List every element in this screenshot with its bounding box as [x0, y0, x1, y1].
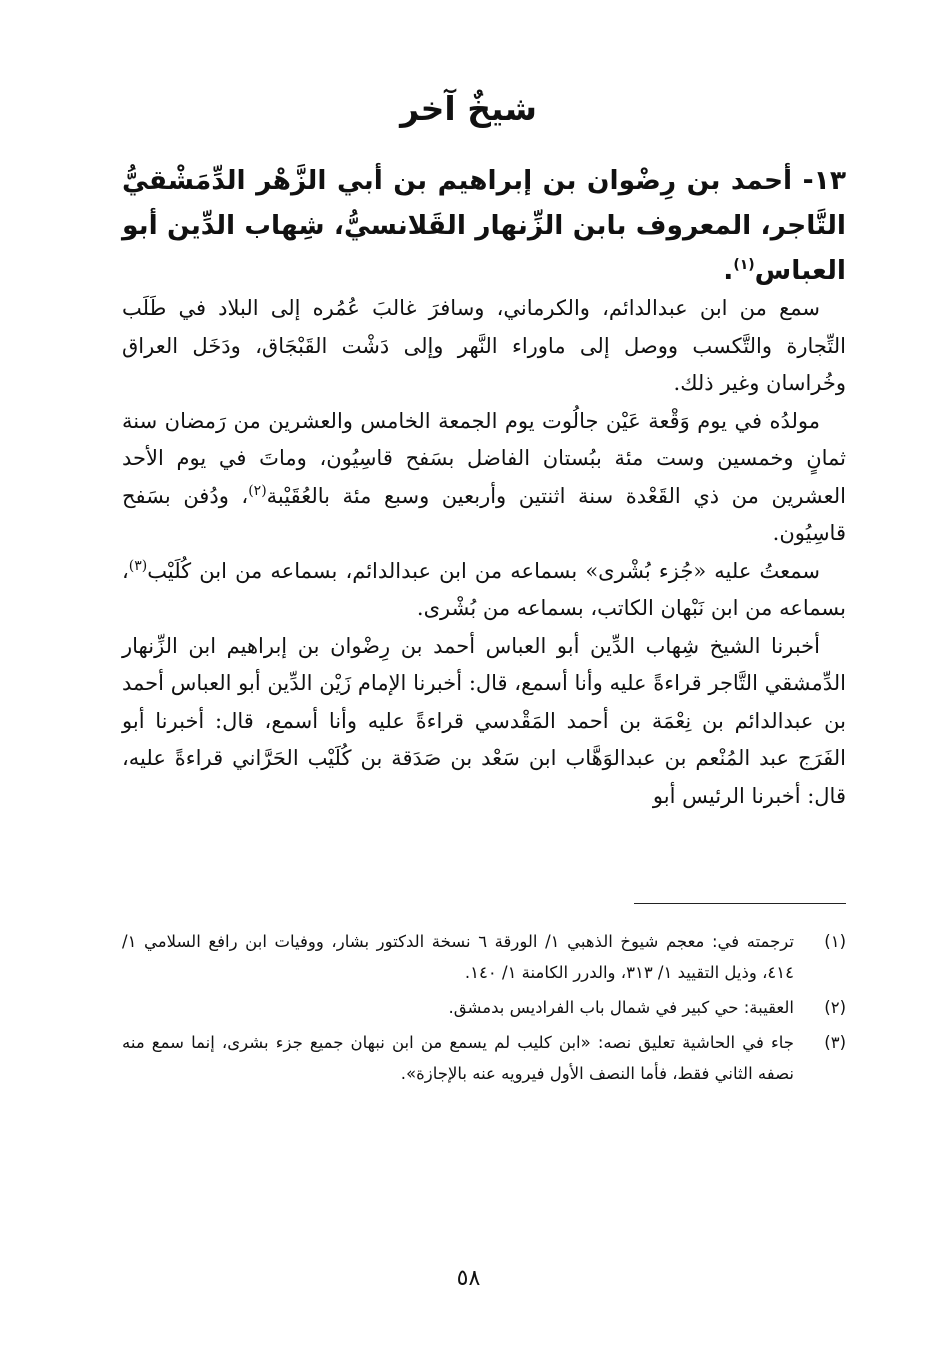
footnote-1 [122, 926, 846, 988]
page-heading: شيخٌ آخر [400, 89, 537, 128]
footnote-text: جاء في الحاشية تعليق نصه: «ابن كليب لم يسمع من ابن نبهان جميع جزء بشرى، إنما سمع منه نصفه الثاني فقط، فأما النصف الأول فيرويه عنه بالإجازة». [122, 1033, 794, 1083]
footnote-number: (٣) [824, 1033, 846, 1052]
footnote-text: العقيبة: حي كبير في شمال باب الفراديس بدمشق. [448, 998, 794, 1017]
footnote-number: (١) [824, 932, 846, 951]
paragraph-4: أخبرنا الشيخ شِهاب الدِّين أبو العباس أحمد بن رِضْوان بن إبراهيم ابن الزِّنهار الدِّمشقي التَّاجر قراءةً عليه وأنا أسمع، قال: أخبرنا الإمام زَيْن الدِّين أبو العباس أحمد بن عبدالدائم بن نِعْمَة بن أحمد المَقْدسي قراءةً عليه وأنا أسمع، قال: أخبرنا أبو الفَرَج عبد المُنْعم بن عبدالوَهَّاب ابن سَعْد بن صَدَقة بن كُلَيْب الحَرَّاني قراءةً عليه، قال: أخبرنا الرئيس أبو [122, 633, 846, 808]
footnote-number: (٢) [824, 998, 846, 1017]
page-number: ٥٨ [456, 1266, 481, 1291]
paragraph-3-text-b: ، بسماعه من ابن نَبْهان الكاتب، بسماعه من بُشْرى. [122, 558, 846, 620]
footnote-text: ترجمته في: معجم شيوخ الذهبي ١/ الورقة ٦ نسخة الدكتور بشار، ووفيات ابن رافع السلامي ١/ ٤١٤، وذيل التقييد ١/ ٣١٣، والدرر الكامنة ١/ ١٤٠. [122, 932, 794, 982]
entry-title-end: . [723, 255, 734, 286]
footnote-2 [122, 992, 846, 1023]
paragraph-3-text-a: سمعتُ عليه «جُزء بُشْرى» بسماعه من ابن عبدالدائم، بسماعه من ابن كُلَيْب [147, 558, 820, 583]
footnote-ref-1: (١) [733, 257, 755, 274]
footnotes [122, 926, 846, 1093]
footnote-separator [634, 903, 846, 904]
paragraph-2-text-a: مولدُه في يوم وَقْعة عَيْن جالُوت يوم الجمعة الخامس والعشرين من رَمضان سنة ثمانٍ وخمسين وست مئة ببُستان الفاضل بسَفح قاسِيُون، وماتَ في يوم الأحد العشرين من ذي القَعْدة سنة اثنتين وأربعين وسبع مئة بالعُقَيْبة [122, 408, 846, 508]
paragraph-2 [122, 403, 846, 553]
paragraph-1: سمع من ابن عبدالدائم، والكرماني، وسافرَ غالبَ عُمُره إلى البلاد في طَلَب التِّجارة والتَّكسب ووصل إلى ماوراء النَّهر وإلى دَشْت القَبْجَاق، ودَخَل العراق وخُراسان وغير ذلك. [122, 296, 846, 395]
footnote-ref-2: (٢) [248, 482, 267, 499]
body-text [122, 290, 846, 815]
footnote-ref-3: (٣) [128, 557, 148, 574]
paragraph-3 [122, 553, 846, 628]
paragraph-2-text-b: ، ودُفن بسَفح قاسِيُون. [122, 483, 846, 545]
footnote-3 [122, 1027, 846, 1089]
entry-title [122, 158, 846, 293]
entry-title-text: ١٣- أحمد بن رِضْوان بن إبراهيم بن أبي الزَّهْر الدِّمَشْقيُّ التَّاجر، المعروف بابن الزِّنهار القَلانسيُّ، شِهاب الدِّين أبو العباس [122, 165, 846, 286]
